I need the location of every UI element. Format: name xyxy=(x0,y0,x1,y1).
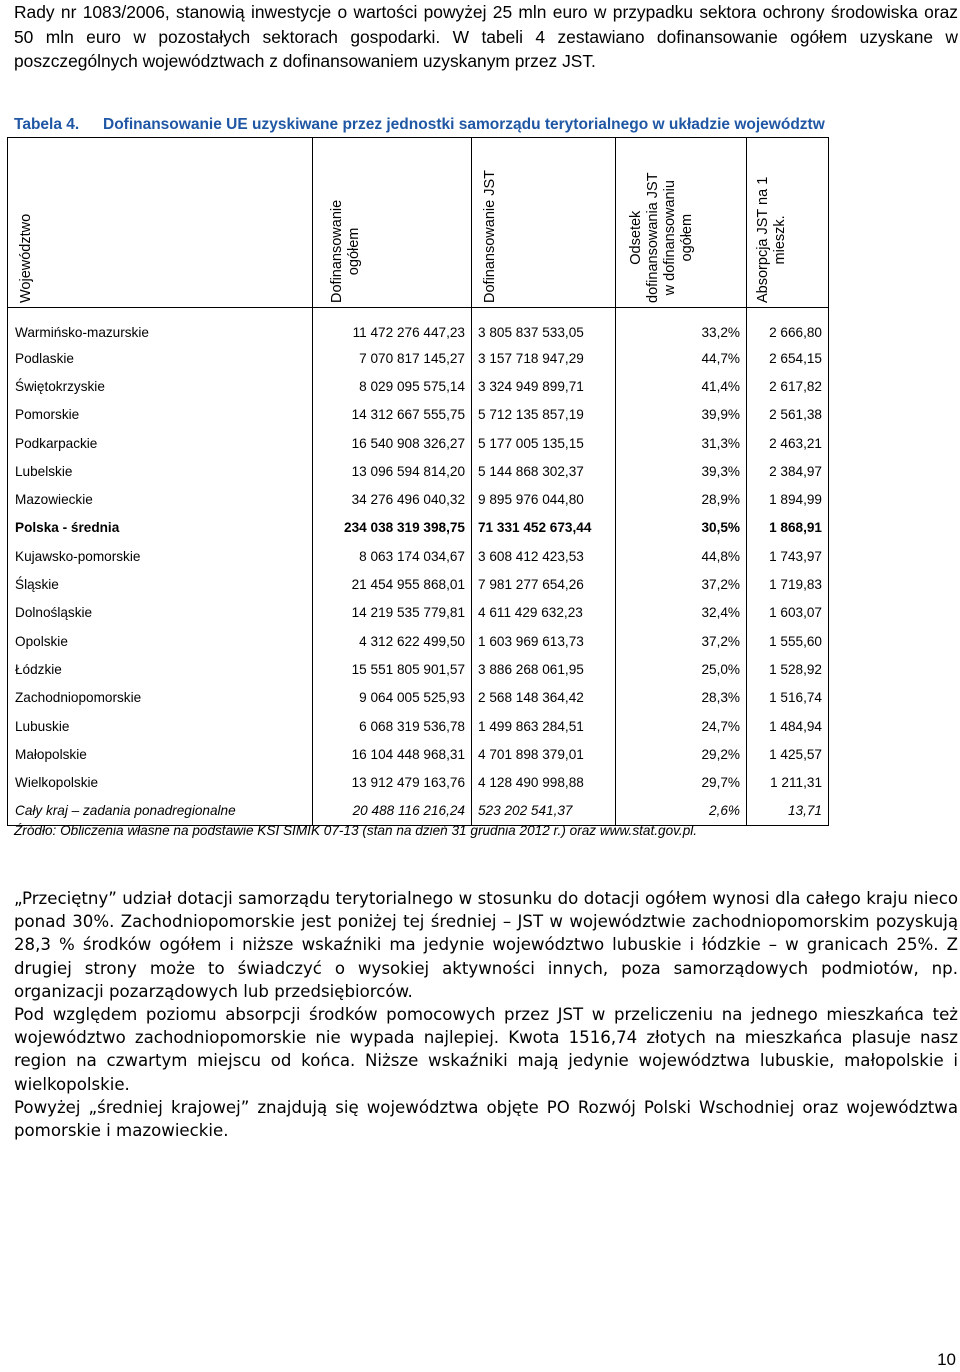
table-row xyxy=(8,542,829,570)
cell-jst-share: 29,7% xyxy=(616,768,747,796)
cell-jst-share: 2,6% xyxy=(616,797,747,826)
header-absorption-label: Absorpcja JST na 1 mieszk. xyxy=(755,176,788,303)
cell-total-funding: 15 551 805 901,57 xyxy=(313,655,472,683)
cell-region: Polska - średnia xyxy=(8,514,313,542)
cell-absorption: 1 211,31 xyxy=(747,768,829,796)
cell-total-funding: 7 070 817 145,27 xyxy=(313,344,472,372)
cell-jst-funding: 5 177 005 135,15 xyxy=(472,429,616,457)
table-row xyxy=(8,457,829,485)
cell-total-funding: 13 912 479 163,76 xyxy=(313,768,472,796)
table-row xyxy=(8,372,829,400)
header-region xyxy=(8,138,313,308)
cell-jst-share: 39,3% xyxy=(616,457,747,485)
header-jst-funding-label: Dofinansowanie JST xyxy=(482,170,498,303)
cell-jst-funding: 4 611 429 632,23 xyxy=(472,599,616,627)
cell-jst-funding: 1 499 863 284,51 xyxy=(472,712,616,740)
cell-absorption: 1 516,74 xyxy=(747,684,829,712)
cell-jst-funding: 3 608 412 423,53 xyxy=(472,542,616,570)
table-body xyxy=(8,308,829,826)
cell-absorption: 2 463,21 xyxy=(747,429,829,457)
cell-region: Kujawsko-pomorskie xyxy=(8,542,313,570)
cell-jst-funding: 2 568 148 364,42 xyxy=(472,684,616,712)
cell-region: Opolskie xyxy=(8,627,313,655)
table-row xyxy=(8,599,829,627)
cell-jst-funding: 9 895 976 044,80 xyxy=(472,485,616,513)
cell-absorption: 2 617,82 xyxy=(747,372,829,400)
cell-total-funding: 8 063 174 034,67 xyxy=(313,542,472,570)
cell-total-funding: 14 219 535 779,81 xyxy=(313,599,472,627)
cell-jst-funding: 7 981 277 654,26 xyxy=(472,570,616,598)
cell-jst-funding: 1 603 969 613,73 xyxy=(472,627,616,655)
cell-jst-share: 30,5% xyxy=(616,514,747,542)
cell-absorption: 1 868,91 xyxy=(747,514,829,542)
intro-text: Rady nr 1083/2006, stanowią inwestycje o wartości powyżej 25 mln euro w przypadku sektora ochrony środowiska oraz 50 mln euro w pozostałych sektorach gospodarki. W tabeli 4 zestawiano dofinansowanie ogółem uzyskane w poszczególnych województwach z dofinansowaniem uzyskanym przez JST. xyxy=(14,2,958,71)
cell-jst-funding: 5 144 868 302,37 xyxy=(472,457,616,485)
cell-jst-share: 28,9% xyxy=(616,485,747,513)
data-table xyxy=(7,137,829,826)
page-number: 10 xyxy=(937,1350,956,1369)
table-caption-label: Tabela 4. xyxy=(14,116,80,133)
cell-jst-funding: 3 157 718 947,29 xyxy=(472,344,616,372)
cell-jst-funding: 3 324 949 899,71 xyxy=(472,372,616,400)
cell-total-funding: 16 104 448 968,31 xyxy=(313,740,472,768)
cell-jst-funding: 5 712 135 857,19 xyxy=(472,401,616,429)
cell-jst-funding: 4 701 898 379,01 xyxy=(472,740,616,768)
cell-absorption: 2 384,97 xyxy=(747,457,829,485)
cell-jst-share: 31,3% xyxy=(616,429,747,457)
table-caption-title: Dofinansowanie UE uzyskiwane przez jednostki samorządu terytorialnego w układzie województw xyxy=(103,116,825,133)
table-caption xyxy=(14,116,954,134)
cell-region: Podlaskie xyxy=(8,344,313,372)
header-total-funding-label: Dofinansowanie ogółem xyxy=(329,199,362,303)
cell-total-funding: 20 488 116 216,24 xyxy=(313,797,472,826)
cell-region: Śląskie xyxy=(8,570,313,598)
table-header-row xyxy=(8,138,829,308)
cell-jst-share: 29,2% xyxy=(616,740,747,768)
cell-region: Pomorskie xyxy=(8,401,313,429)
cell-total-funding: 11 472 276 447,23 xyxy=(313,308,472,345)
cell-absorption: 2 561,38 xyxy=(747,401,829,429)
cell-region: Wielkopolskie xyxy=(8,768,313,796)
cell-absorption: 1 484,94 xyxy=(747,712,829,740)
cell-total-funding: 13 096 594 814,20 xyxy=(313,457,472,485)
paragraph-1: „Przeciętny” udział dotacji samorządu terytorialnego w stosunku do dotacji ogółem wynosi dla całego kraju nieco ponad 30%. Zachodniopomorskie jest poniżej tej średniej – JST w województwie zachodniopomorskim pozyskują 28,3 % środków ogółem i niższe wskaźniki ma jedynie województwo lubuskie i łódzkie – w granicach 25%. Z drugiej strony może to świadczyć o wysokiej aktywności innych, poza samorządowych podmiotów, np. organizacji pozarządowych lub przedsiębiorców. xyxy=(14,889,958,1001)
table-row xyxy=(8,570,829,598)
cell-jst-share: 41,4% xyxy=(616,372,747,400)
header-total-funding xyxy=(313,138,472,308)
cell-absorption: 2 654,15 xyxy=(747,344,829,372)
cell-jst-share: 37,2% xyxy=(616,627,747,655)
cell-absorption: 1 719,83 xyxy=(747,570,829,598)
header-region-label: Województwo xyxy=(18,213,34,303)
cell-jst-share: 44,7% xyxy=(616,344,747,372)
cell-jst-share: 44,8% xyxy=(616,542,747,570)
cell-region: Podkarpackie xyxy=(8,429,313,457)
table-row xyxy=(8,485,829,513)
header-absorption xyxy=(747,138,829,308)
table-row xyxy=(8,344,829,372)
table-row xyxy=(8,797,829,826)
cell-total-funding: 8 029 095 575,14 xyxy=(313,372,472,400)
cell-total-funding: 14 312 667 555,75 xyxy=(313,401,472,429)
cell-jst-funding: 3 805 837 533,05 xyxy=(472,308,616,345)
cell-jst-share: 32,4% xyxy=(616,599,747,627)
cell-total-funding: 234 038 319 398,75 xyxy=(313,514,472,542)
cell-region: Świętokrzyskie xyxy=(8,372,313,400)
header-jst-funding xyxy=(472,138,616,308)
cell-total-funding: 21 454 955 868,01 xyxy=(313,570,472,598)
table-row xyxy=(8,308,829,345)
intro-paragraph xyxy=(14,0,958,74)
table-row xyxy=(8,684,829,712)
cell-region: Zachodniopomorskie xyxy=(8,684,313,712)
cell-absorption: 1 894,99 xyxy=(747,485,829,513)
cell-region: Małopolskie xyxy=(8,740,313,768)
table-row xyxy=(8,655,829,683)
cell-jst-share: 28,3% xyxy=(616,684,747,712)
cell-absorption: 1 425,57 xyxy=(747,740,829,768)
cell-total-funding: 4 312 622 499,50 xyxy=(313,627,472,655)
cell-jst-funding: 3 886 268 061,95 xyxy=(472,655,616,683)
cell-jst-funding: 523 202 541,37 xyxy=(472,797,616,826)
cell-jst-share: 39,9% xyxy=(616,401,747,429)
cell-region: Lubelskie xyxy=(8,457,313,485)
cell-absorption: 1 603,07 xyxy=(747,599,829,627)
cell-jst-share: 33,2% xyxy=(616,308,747,345)
header-jst-share-label: Odsetek dofinansowania JST w dofinansowaniu ogółem xyxy=(628,172,695,303)
cell-region: Warmińsko-mazurskie xyxy=(8,308,313,345)
body-text xyxy=(14,887,958,1142)
cell-total-funding: 16 540 908 326,27 xyxy=(313,429,472,457)
table-row xyxy=(8,514,829,542)
cell-total-funding: 9 064 005 525,93 xyxy=(313,684,472,712)
cell-jst-funding: 4 128 490 998,88 xyxy=(472,768,616,796)
cell-region: Mazowieckie xyxy=(8,485,313,513)
cell-absorption: 2 666,80 xyxy=(747,308,829,345)
table-row xyxy=(8,429,829,457)
table-row xyxy=(8,740,829,768)
table-source-note: Źródło: Obliczenia własne na podstawie KSI SIMIK 07-13 (stan na dzień 31 grudnia 2012 r.) oraz www.stat.gov.pl. xyxy=(14,823,698,838)
cell-region: Lubuskie xyxy=(8,712,313,740)
header-jst-share xyxy=(616,138,747,308)
cell-absorption: 1 743,97 xyxy=(747,542,829,570)
cell-absorption: 1 528,92 xyxy=(747,655,829,683)
table-row xyxy=(8,712,829,740)
paragraph-3: Powyżej „średniej krajowej” znajdują się województwa objęte PO Rozwój Polski Wschodniej oraz województwa pomorskie i mazowieckie. xyxy=(14,1097,958,1141)
cell-absorption: 1 555,60 xyxy=(747,627,829,655)
cell-total-funding: 6 068 319 536,78 xyxy=(313,712,472,740)
cell-jst-share: 25,0% xyxy=(616,655,747,683)
paragraph-2: Pod względem poziomu absorpcji środków pomocowych przez JST w przeliczeniu na jednego mieszkańca też województwo zachodniopomorskie nie wypada najlepiej. Kwota 1516,74 złotych na mieszkańca plasuje nasz region na czwartym miejscu od końca. Niższe wskaźniki mają jedynie województwa lubuskie, małopolskie i wielkopolskie. xyxy=(14,1005,958,1094)
cell-jst-funding: 71 331 452 673,44 xyxy=(472,514,616,542)
cell-jst-share: 37,2% xyxy=(616,570,747,598)
cell-region: Cały kraj – zadania ponadregionalne xyxy=(8,797,313,826)
table-row xyxy=(8,627,829,655)
cell-total-funding: 34 276 496 040,32 xyxy=(313,485,472,513)
table-row xyxy=(8,401,829,429)
cell-region: Dolnośląskie xyxy=(8,599,313,627)
cell-absorption: 13,71 xyxy=(747,797,829,826)
table-row xyxy=(8,768,829,796)
cell-jst-share: 24,7% xyxy=(616,712,747,740)
cell-region: Łódzkie xyxy=(8,655,313,683)
